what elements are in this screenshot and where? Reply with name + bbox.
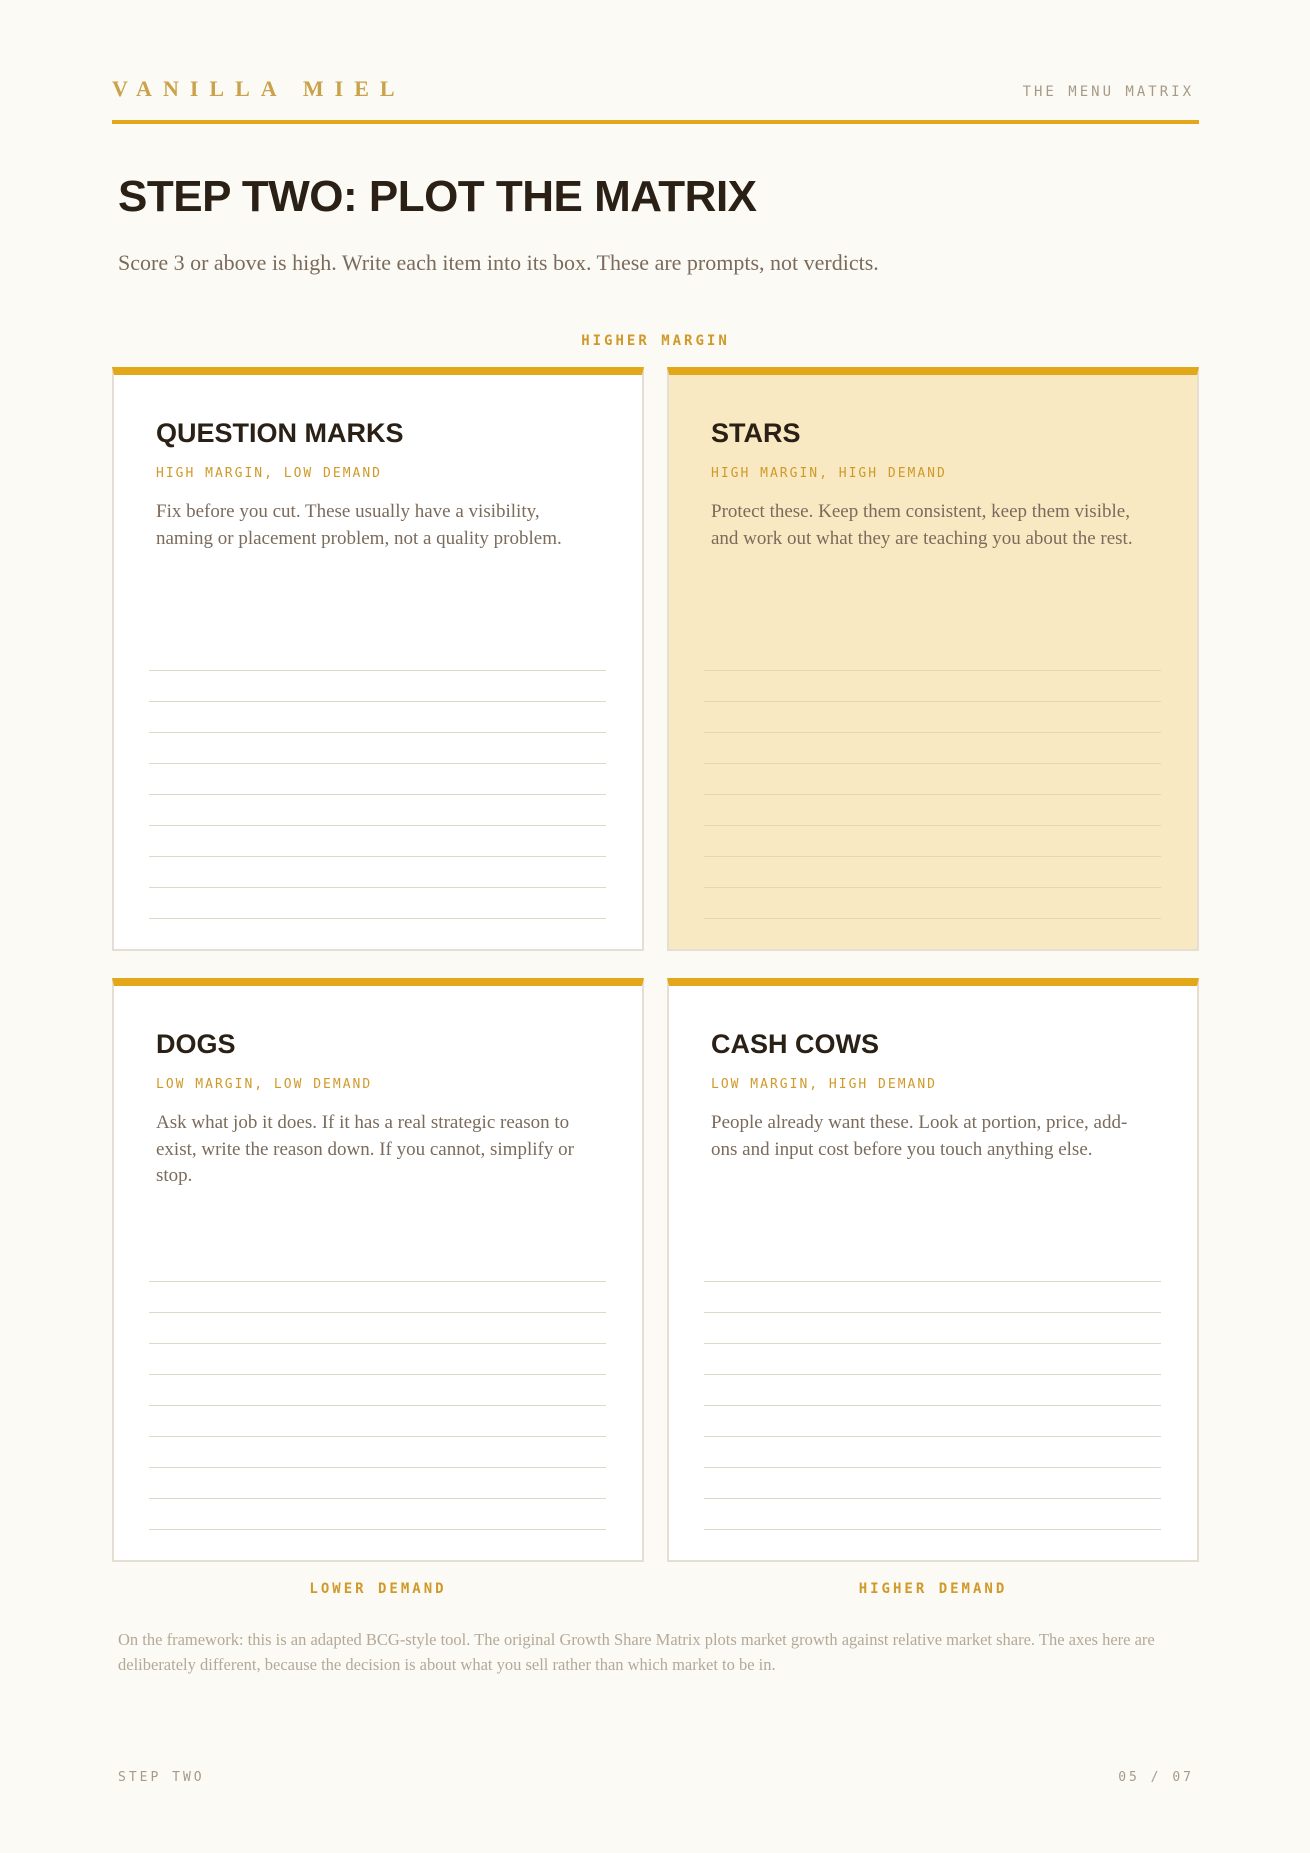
quadrant-description: Ask what job it does. If it has a real strategic reason to exist, write the reason down. If you cannot, simplify or stop. bbox=[156, 1112, 574, 1186]
writing-line[interactable] bbox=[704, 1406, 1161, 1437]
document-label: THE MENU MATRIX bbox=[1022, 84, 1194, 100]
writing-line[interactable] bbox=[704, 795, 1161, 826]
writing-lines[interactable] bbox=[149, 640, 606, 919]
footer-page-number: 05 / 07 bbox=[1118, 1770, 1194, 1785]
writing-line[interactable] bbox=[704, 826, 1161, 857]
writing-line[interactable] bbox=[149, 764, 606, 795]
axis-label-higher-margin: HIGHER MARGIN bbox=[581, 333, 730, 349]
quadrant-cash-cows bbox=[667, 978, 1199, 1562]
writing-line[interactable] bbox=[149, 1313, 606, 1344]
writing-line[interactable] bbox=[149, 795, 606, 826]
writing-line[interactable] bbox=[149, 702, 606, 733]
quadrant-dogs bbox=[112, 978, 644, 1562]
quadrant-title: DOGS bbox=[156, 1029, 236, 1059]
brand-logo: VANILLA MIEL bbox=[112, 76, 406, 101]
quadrant-question-marks bbox=[112, 367, 644, 951]
writing-line[interactable] bbox=[704, 1282, 1161, 1313]
writing-lines[interactable] bbox=[149, 1251, 606, 1530]
quadrant-title: QUESTION MARKS bbox=[156, 418, 404, 448]
writing-lines[interactable] bbox=[704, 1251, 1161, 1530]
writing-line[interactable] bbox=[149, 826, 606, 857]
writing-line[interactable] bbox=[149, 640, 606, 671]
footer-section-label: STEP TWO bbox=[118, 1770, 205, 1785]
writing-line[interactable] bbox=[704, 1437, 1161, 1468]
writing-line[interactable] bbox=[149, 1406, 606, 1437]
quadrant-description: People already want these. Look at portion, price, add-ons and input cost before you touch anything else. bbox=[711, 1112, 1128, 1160]
writing-line[interactable] bbox=[704, 1375, 1161, 1406]
page-title: STEP TWO: PLOT THE MATRIX bbox=[118, 172, 757, 221]
writing-line[interactable] bbox=[704, 857, 1161, 888]
quadrant-title: STARS bbox=[711, 418, 801, 448]
writing-line[interactable] bbox=[704, 733, 1161, 764]
quadrant-tag: LOW MARGIN, LOW DEMAND bbox=[156, 1077, 373, 1092]
quadrant-title: CASH COWS bbox=[711, 1029, 879, 1059]
writing-line[interactable] bbox=[149, 888, 606, 919]
writing-line[interactable] bbox=[704, 764, 1161, 795]
writing-line[interactable] bbox=[149, 1282, 606, 1313]
quadrant-tag: HIGH MARGIN, LOW DEMAND bbox=[156, 466, 383, 481]
header-rule bbox=[112, 120, 1199, 124]
writing-line[interactable] bbox=[149, 733, 606, 764]
writing-line[interactable] bbox=[704, 1499, 1161, 1530]
writing-line[interactable] bbox=[704, 671, 1161, 702]
writing-lines[interactable] bbox=[704, 640, 1161, 919]
page-subtitle: Score 3 or above is high. Write each item into its box. These are prompts, not verdicts. bbox=[118, 250, 879, 275]
quadrant-stars bbox=[667, 367, 1199, 951]
writing-line[interactable] bbox=[704, 640, 1161, 671]
writing-line[interactable] bbox=[704, 1251, 1161, 1282]
writing-line[interactable] bbox=[149, 671, 606, 702]
axis-label-higher-demand: HIGHER DEMAND bbox=[858, 1581, 1008, 1597]
quadrant-tag: LOW MARGIN, HIGH DEMAND bbox=[711, 1077, 938, 1092]
writing-line[interactable] bbox=[149, 1375, 606, 1406]
writing-line[interactable] bbox=[704, 1313, 1161, 1344]
quadrant-description: Protect these. Keep them consistent, keep them visible, and work out what they are teaching you about the rest. bbox=[711, 501, 1133, 549]
writing-line[interactable] bbox=[704, 1344, 1161, 1375]
writing-line[interactable] bbox=[704, 1468, 1161, 1499]
writing-line[interactable] bbox=[149, 1468, 606, 1499]
writing-line[interactable] bbox=[704, 888, 1161, 919]
framework-footnote: On the framework: this is an adapted BCG-style tool. The original Growth Share Matrix plots market growth against relative market share. The axes here are deliberately different, because the decision is about what you sell rather than which market to be in. bbox=[118, 1630, 1155, 1674]
axis-label-lower-demand: LOWER DEMAND bbox=[309, 1581, 447, 1597]
quadrant-description: Fix before you cut. These usually have a visibility, naming or placement problem, not a quality problem. bbox=[156, 501, 562, 549]
quadrant-tag: HIGH MARGIN, HIGH DEMAND bbox=[711, 466, 947, 481]
writing-line[interactable] bbox=[149, 857, 606, 888]
writing-line[interactable] bbox=[149, 1437, 606, 1468]
writing-line[interactable] bbox=[149, 1251, 606, 1282]
writing-line[interactable] bbox=[149, 1499, 606, 1530]
writing-line[interactable] bbox=[704, 702, 1161, 733]
writing-line[interactable] bbox=[149, 1344, 606, 1375]
